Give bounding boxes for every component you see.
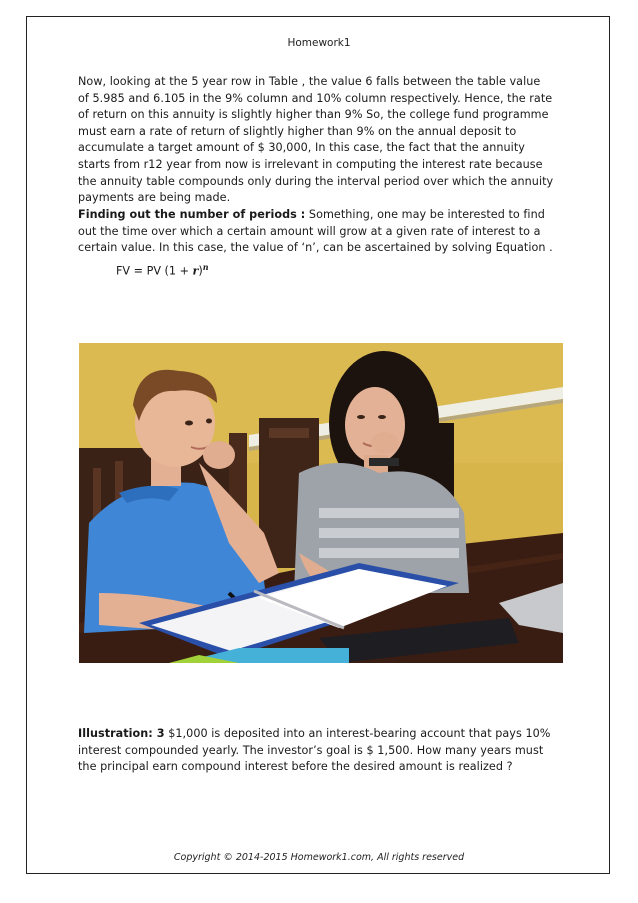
tutoring-photo <box>79 343 563 663</box>
formula-prefix: FV = PV (1 + <box>116 264 193 278</box>
paragraph-annuity-rate: Now, looking at the 5 year row in Table , the value 6 falls between the table value of 5.985 and 6.105 in the 9% column and 10% column respectively. Hence, the rate of return on this annuity is slightly higher than 9% So, the college fund programme must earn a rate of return of slightly higher than 9% on the annual deposit to accumulate a target amount of $ 30,000, In this case, the fact that the annuity starts from r12 year from now is irrelevant in computing the interest rate because the annuity table compounds only during the interval period over which the annuity payments are being made. <box>78 75 554 205</box>
formula-suffix: ) <box>198 264 203 278</box>
paragraph-number-of-periods <box>78 207 554 257</box>
future-value-formula <box>116 262 209 278</box>
section-text: Something, one may be interested to find out the time over which a certain amount will grow at a given rate of interest to a certain value. In this case, the value of ‘n’, can be ascertained by solving Equation . <box>78 208 553 255</box>
formula-exponent: n <box>202 262 209 272</box>
paragraph-illustration-3 <box>78 726 554 776</box>
formula-rate-variable: r <box>192 263 199 278</box>
section-heading: Finding out the number of periods : <box>78 208 306 221</box>
page-footer: Copyright © 2014-2015 Homework1.com, All rights reserved <box>173 852 465 863</box>
page-header: Homework1 <box>287 37 351 49</box>
illustration-text: $1,000 is deposited into an interest-bearing account that pays 10% interest compounded yearly. The investor’s goal is $ 1,500. How many years must the principal earn compound interest before the desired amount is realized ? <box>78 727 551 774</box>
illustration-label: Illustration: 3 <box>78 727 165 740</box>
